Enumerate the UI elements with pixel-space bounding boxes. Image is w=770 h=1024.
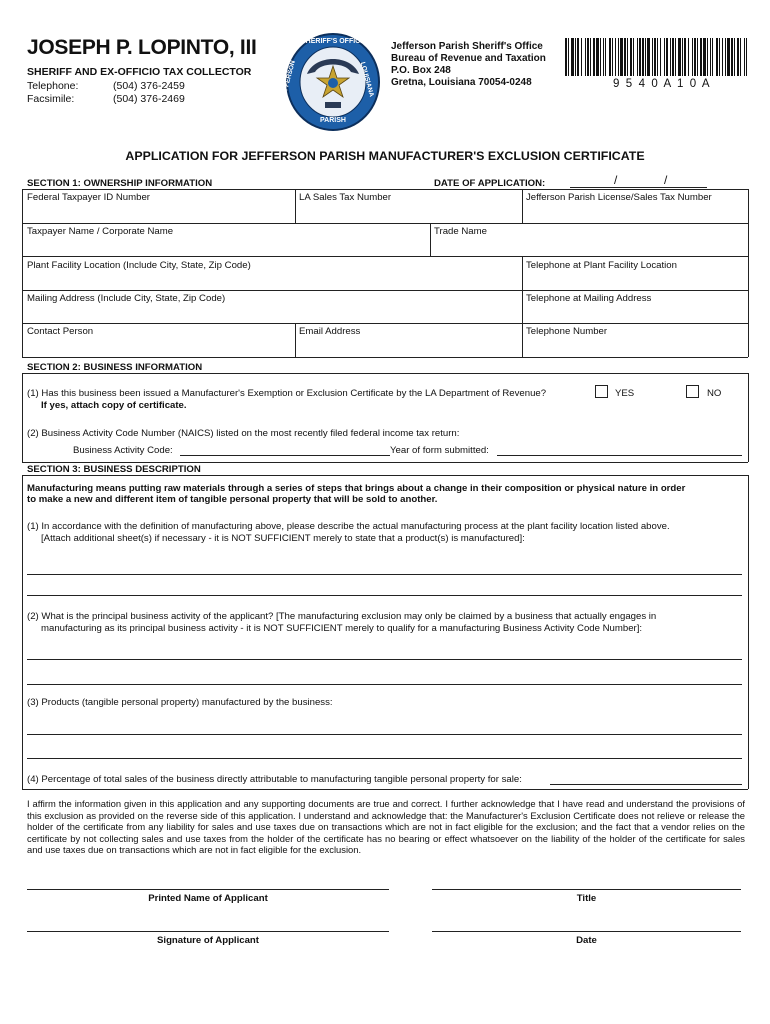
- barcode-bar: [675, 38, 676, 76]
- federal-taxpayer-id-input[interactable]: [27, 205, 291, 220]
- s3-q3-text: (3) Products (tangible personal property) manufactured by the business:: [27, 697, 333, 708]
- mailing-phone-label: Telephone at Mailing Address: [526, 293, 652, 304]
- telephone-number-label: Telephone Number: [526, 326, 608, 337]
- barcode-bar: [600, 38, 601, 76]
- barcode-bar: [660, 38, 661, 76]
- barcode-bar: [596, 38, 599, 76]
- barcode-bar: [700, 38, 702, 76]
- barcode-bar: [577, 38, 579, 76]
- s3-q2-line1: (2) What is the principal business activity of the applicant? [The manufacturing exclusion may only be claimed by a business that actually engages in: [27, 611, 657, 622]
- barcode-bar: [734, 38, 735, 76]
- office-city: Gretna, Louisiana 70054-0248: [391, 77, 532, 88]
- s2-q1-note: If yes, attach copy of certificate.: [41, 400, 187, 411]
- seal-text-right: LOUISIANA: [358, 61, 375, 98]
- year-submitted-label: Year of form submitted:: [390, 445, 489, 456]
- sheriff-title: SHERIFF AND EX-OFFICIO TAX COLLECTOR: [27, 66, 252, 78]
- barcode-bar: [568, 38, 569, 76]
- barcode-bar: [670, 38, 671, 76]
- signature-input[interactable]: [27, 915, 389, 930]
- manufacturing-definition-line1: Manufacturing means putting raw materials through a series of steps that brings about a change in their composition or physical nature in order: [27, 483, 686, 494]
- barcode-bar: [603, 38, 604, 76]
- barcode-bar: [707, 38, 708, 76]
- business-activity-code-label: Business Activity Code:: [73, 445, 173, 456]
- barcode-bar: [716, 38, 718, 76]
- date-input[interactable]: [432, 915, 741, 930]
- seal-text-left: JEFFERSON: [280, 59, 297, 100]
- mailing-address-input[interactable]: [27, 306, 517, 321]
- section2-heading: SECTION 2: BUSINESS INFORMATION: [27, 362, 203, 373]
- principal-activity-input-2[interactable]: [27, 669, 742, 683]
- barcode-bar: [684, 38, 686, 76]
- yes-label: YES: [615, 388, 635, 399]
- contact-person-input[interactable]: [27, 339, 291, 354]
- date-day-input[interactable]: [624, 176, 662, 188]
- barcode-bar: [642, 38, 644, 76]
- seal-text-top: SHERIFF'S OFFICE: [301, 38, 365, 45]
- telephone-value: (504) 376-2459: [113, 80, 185, 92]
- s3-q2-line2: manufacturing as its principal business activity - it is NOT SUFFICIENT merely to qualify for a manufacturing Business Activity Code Number]:: [41, 623, 643, 634]
- seal-text-bottom: PARISH: [320, 117, 346, 124]
- barcode-bar: [627, 38, 628, 76]
- products-input-2[interactable]: [27, 743, 742, 757]
- printed-name-caption: Printed Name of Applicant: [148, 893, 268, 904]
- section1-heading: SECTION 1: OWNERSHIP INFORMATION: [27, 178, 213, 189]
- barcode-bar: [694, 38, 696, 76]
- barcode-bar: [688, 38, 689, 76]
- barcode-bar: [645, 38, 646, 76]
- la-sales-tax-label: LA Sales Tax Number: [299, 192, 392, 203]
- barcode-bar: [571, 38, 574, 76]
- barcode-bar: [664, 38, 665, 76]
- office-name: Jefferson Parish Sheriff's Office: [391, 41, 543, 52]
- barcode-text: 9 5 4 0 A 1 0 A: [613, 78, 712, 90]
- sheriff-name: JOSEPH P. LOPINTO, III: [27, 36, 257, 59]
- facsimile-label: Facsimile:: [27, 93, 75, 105]
- title-input[interactable]: [432, 873, 741, 888]
- barcode-bar: [722, 38, 723, 76]
- barcode-bar: [666, 38, 668, 76]
- section3-heading: SECTION 3: BUSINESS DESCRIPTION: [27, 464, 201, 475]
- barcode-bar: [672, 38, 674, 76]
- barcode-bar: [731, 38, 733, 76]
- date-caption: Date: [576, 935, 597, 946]
- barcode-bar: [703, 38, 706, 76]
- form-title: APPLICATION FOR JEFFERSON PARISH MANUFACTURER'S EXCLUSION CERTIFICATE: [125, 149, 645, 163]
- barcode-bar: [615, 38, 616, 76]
- date-year-input[interactable]: [672, 176, 706, 188]
- trade-name-label: Trade Name: [434, 226, 487, 237]
- barcode-bar: [652, 38, 653, 76]
- taxpayer-name-label: Taxpayer Name / Corporate Name: [27, 226, 174, 237]
- plant-location-input[interactable]: [27, 273, 517, 288]
- barcode-bar: [647, 38, 650, 76]
- no-label: NO: [707, 388, 722, 399]
- taxpayer-name-input[interactable]: [27, 239, 425, 254]
- date-month-input[interactable]: [572, 176, 610, 188]
- barcode-bar: [719, 38, 720, 76]
- office-po-box: P.O. Box 248: [391, 65, 451, 76]
- email-label: Email Address: [299, 326, 361, 337]
- barcode-bar: [605, 38, 606, 76]
- title-caption: Title: [576, 893, 597, 904]
- affirmation-text: I affirm the information given in this application and any supporting documents are true and correct. I further acknowledge that I have read and understand the provisions of this exclusion as provided on the reverse side of this application. I understand and acknowledge that: the Manufacturer's Exclusion Certificate does not relieve or release the holder of the certificate from any liability for sales and use taxes due on transactions which are not in fact eligible for the exclusion; and the fact that a vendor relies on the certificate by not collecting sales and use taxes from the holder of the certificate has no bearing or effect whatsoever on the liability of the holder of the certificate for sales and use taxes due on transactions which are not in fact eligible for the exclusion.: [27, 798, 745, 856]
- jp-license-input[interactable]: [526, 205, 744, 220]
- s3-q1-line1: (1) In accordance with the definition of manufacturing above, please describe the actual manufacturing process at the plant facility location listed above.: [27, 521, 670, 532]
- barcode-bar: [575, 38, 576, 76]
- barcode-bar: [612, 38, 613, 76]
- office-bureau: Bureau of Revenue and Taxation: [391, 53, 546, 64]
- barcode: [565, 38, 747, 76]
- printed-name-input[interactable]: [27, 873, 389, 888]
- contact-person-label: Contact Person: [27, 326, 94, 337]
- barcode-bar: [587, 38, 589, 76]
- barcode-bar: [727, 38, 730, 76]
- date-of-application-label: DATE OF APPLICATION:: [434, 178, 546, 189]
- mailing-address-label: Mailing Address (Include City, State, Zip Code): [27, 293, 226, 304]
- year-submitted-input[interactable]: [499, 442, 740, 454]
- barcode-bar: [740, 38, 741, 76]
- jp-license-label: Jefferson Parish License/Sales Tax Number: [526, 192, 712, 203]
- barcode-bar: [620, 38, 623, 76]
- sheriff-seal-logo: [280, 32, 381, 132]
- s3-q4-text: (4) Percentage of total sales of the business directly attributable to manufacturing tangible personal property for sale:: [27, 774, 522, 785]
- barcode-bar: [593, 38, 595, 76]
- yes-checkbox[interactable]: [595, 385, 608, 398]
- barcode-bar: [746, 38, 747, 76]
- s2-q2-text: (2) Business Activity Code Number (NAICS) listed on the most recently filed federal income tax return:: [27, 428, 460, 439]
- barcode-bar: [630, 38, 632, 76]
- barcode-bar: [678, 38, 681, 76]
- barcode-bar: [744, 38, 745, 76]
- trade-name-input[interactable]: [434, 239, 744, 254]
- manufacturing-definition-line2: to make a new and different item of tangible personal property that will be sold to another.: [27, 494, 438, 505]
- date-separator-2: /: [664, 173, 668, 187]
- manufacturing-process-input-1[interactable]: [27, 559, 742, 573]
- barcode-bar: [618, 38, 619, 76]
- s2-q1-text: (1) Has this business been issued a Manufacturer's Exemption or Exclusion Certificate by the LA Department of Revenue?: [27, 388, 547, 399]
- la-sales-tax-input[interactable]: [299, 205, 518, 220]
- telephone-label: Telephone:: [27, 80, 79, 92]
- barcode-bar: [639, 38, 641, 76]
- barcode-bar: [633, 38, 634, 76]
- barcode-bar: [682, 38, 683, 76]
- barcode-bar: [654, 38, 656, 76]
- barcode-bar: [712, 38, 713, 76]
- no-checkbox[interactable]: [686, 385, 699, 398]
- products-input-1[interactable]: [27, 719, 742, 733]
- date-separator-1: /: [614, 173, 618, 187]
- barcode-bar: [637, 38, 638, 76]
- barcode-bar: [697, 38, 698, 76]
- barcode-bar: [609, 38, 611, 76]
- signature-caption: Signature of Applicant: [157, 935, 259, 946]
- barcode-bar: [710, 38, 711, 76]
- business-activity-code-input[interactable]: [182, 442, 388, 454]
- barcode-bar: [565, 38, 567, 76]
- barcode-bar: [725, 38, 726, 76]
- federal-taxpayer-id-label: Federal Taxpayer ID Number: [27, 192, 150, 203]
- percentage-sales-input[interactable]: [552, 771, 740, 783]
- barcode-bar: [590, 38, 591, 76]
- barcode-bar: [624, 38, 626, 76]
- barcode-bar: [692, 38, 693, 76]
- barcode-bar: [581, 38, 582, 76]
- facsimile-value: (504) 376-2469: [113, 93, 185, 105]
- barcode-bar: [657, 38, 658, 76]
- email-input[interactable]: [299, 339, 518, 354]
- barcode-bar: [737, 38, 739, 76]
- plant-phone-label: Telephone at Plant Facility Location: [526, 260, 677, 271]
- plant-phone-input[interactable]: [526, 273, 744, 288]
- plant-location-label: Plant Facility Location (Include City, State, Zip Code): [27, 260, 251, 271]
- telephone-number-input[interactable]: [526, 339, 744, 354]
- barcode-bar: [585, 38, 586, 76]
- mailing-phone-input[interactable]: [526, 306, 744, 321]
- s3-q1-line2: [Attach additional sheet(s) if necessary - it is NOT SUFFICIENT merely to state that a product(s) is manufactured]:: [41, 533, 525, 544]
- manufacturing-process-input-2[interactable]: [27, 580, 742, 594]
- principal-activity-input-1[interactable]: [27, 644, 742, 658]
